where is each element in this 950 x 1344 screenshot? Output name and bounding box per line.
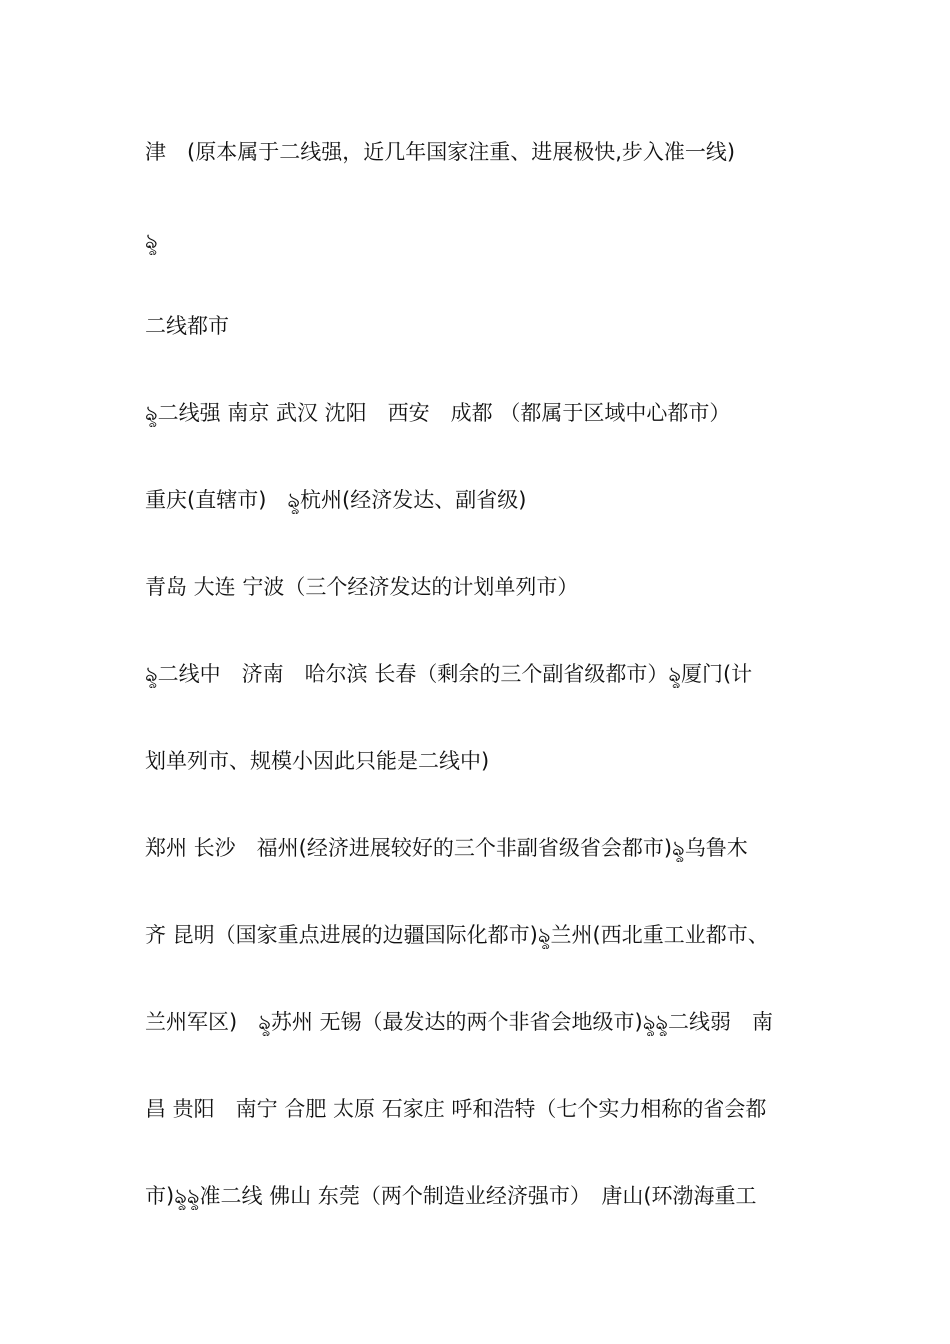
text-line: 市)ৡৡ准二线 佛山 东莞（两个制造业经济强市） 唐山(环渤海重工 xyxy=(145,1184,757,1208)
text-line: 昌 贵阳 南宁 合肥 太原 石家庄 呼和浩特（七个实力相称的省会都 xyxy=(145,1097,767,1121)
text-line: 划单列市、规模小因此只能是二线中) xyxy=(145,749,490,773)
text-line: 重庆(直辖市) ৡ杭州(经济发达、副省级) xyxy=(145,488,527,512)
text-line: ৡ二线强 南京 武汉 沈阳 西安 成都 （都属于区域中心都市） xyxy=(145,401,731,425)
text-line: 郑州 长沙 福州(经济进展较好的三个非副省级省会都市)ৡ乌鲁木 xyxy=(145,836,748,860)
text-line: ৡ二线中 济南 哈尔滨 长春（剩余的三个副省级都市）ৡ厦门(计 xyxy=(145,662,753,686)
bullet-marker: ৡ xyxy=(145,229,158,253)
text-line: 兰州军区) ৡ苏州 无锡（最发达的两个非省会地级市)ৡৡ二线弱 南 xyxy=(145,1010,773,1034)
text-line: 青岛 大连 宁波（三个经济发达的计划单列市） xyxy=(145,575,579,599)
text-line: 津 (原本属于二线强，近几年国家注重、进展极快,步入准一线) xyxy=(145,140,736,164)
section-heading: 二线都市 xyxy=(145,314,229,338)
text-line: 齐 昆明（国家重点进展的边疆国际化都市)ৡ兰州(西北重工业都市、 xyxy=(145,923,769,947)
